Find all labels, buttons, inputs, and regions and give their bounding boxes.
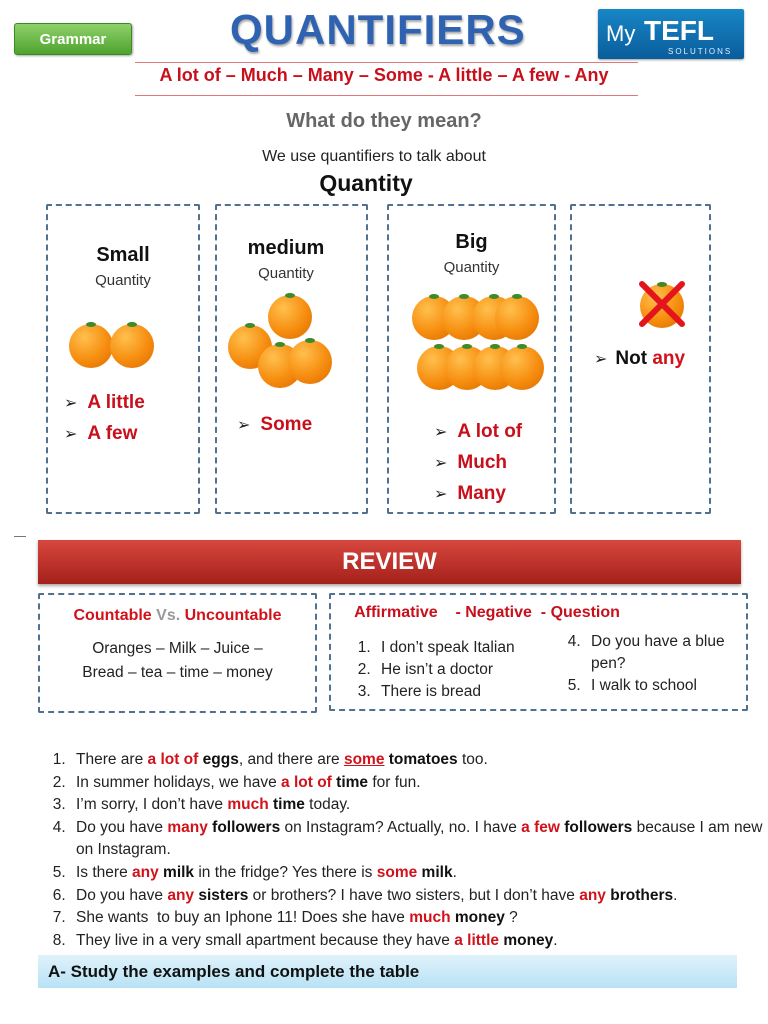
no-quantity-box [570,204,711,514]
small-quantity-box [46,204,200,514]
sentence-text: ? [504,909,518,927]
noun-word: followers [212,818,281,836]
nouns-line-2: Bread – tea – time – money [82,664,273,681]
quantifier-word: a lot of [281,773,332,791]
quantifier-word: any [167,886,195,904]
example-sentence [70,817,768,862]
quantifier-item: ➢ Many [434,483,506,504]
quantifier-item: ➢ Some [237,414,313,435]
logo-my: My [606,21,636,46]
sentences-left [349,637,549,703]
review-sentence: 4. Do you have a blue pen? [585,631,744,675]
noun-word: money [454,909,505,927]
quantifier-word: a few [521,818,560,836]
noun-word: tomatoes [388,751,458,768]
sentence-text: . [452,863,457,881]
page-title: QUANTIFIERS [230,6,526,53]
quantifier-word: any [579,886,606,904]
arrow-bullet-icon: ➢ [237,417,251,434]
decorative-dash [14,536,26,537]
sentence-text: They live in a very small apartment because they have [76,931,455,949]
orange-icon [495,296,539,340]
sentence-text: in the fridge? Yes there is [194,863,377,881]
sentence-text: . [673,886,678,904]
example-sentence [70,885,768,908]
quantifier-word: some [343,751,385,768]
intro-line: We use quantifiers to talk about [262,148,486,165]
nouns-line-1: Oranges – Milk – Juice – [92,640,263,657]
sentences-right [559,631,744,697]
noun-word: time [336,773,369,791]
quantifier-word: some [376,863,418,881]
quantifier-word: many [167,818,208,836]
arrow-bullet-icon: ➢ [64,426,78,443]
sentence-text: for fun. [368,773,421,791]
arrow-bullet-icon: ➢ [434,486,448,503]
noun-word: milk [163,863,195,881]
box-subheading: Quantity [443,259,500,276]
quantifier-list: A lot of – Much – Many – Some - A little – A few - Any [159,65,609,85]
review-sentence: 3. There is bread [375,681,549,703]
quantity-heading: Quantity [319,170,413,196]
noun-word: brothers [610,886,674,904]
medium-quantity-box [215,204,368,514]
quantifier-word: a little [454,931,500,949]
example-sentence [70,749,768,772]
sentence-text: , and there are [238,751,344,768]
not-any-item: ➢ Not any [594,348,686,369]
sentence-text: on Instagram? Actually, no. I have [280,818,522,836]
noun-word: time [272,796,305,814]
review-banner: REVIEW [38,540,741,584]
example-sentence [70,907,768,930]
grammar-badge: Grammar [14,23,132,55]
quantifier-item: ➢ Much [434,452,508,473]
mytefl-logo [598,9,744,59]
arrow-bullet-icon: ➢ [434,455,448,472]
example-sentences [40,749,768,952]
orange-icon [69,324,113,368]
box-subheading: Quantity [258,265,314,282]
countable-box [38,593,317,713]
big-quantity-box [387,204,556,514]
divider-bottom [135,95,638,96]
sentence-forms-box [329,593,748,711]
quantifier-item: ➢ A little [64,392,145,413]
box-heading: medium [247,237,325,259]
forms-heading: Affirmative - Negative - Question [354,604,620,621]
sentence-text: In summer holidays, we have [76,773,282,791]
logo-tefl: TEFL [644,15,714,46]
example-sentence [70,794,768,817]
orange-icon [110,324,154,368]
countable-heading: Countable Vs. Uncountable [73,607,282,624]
noun-word: milk [421,863,453,881]
divider-top [135,62,638,63]
sentence-text: Is there [76,863,132,881]
quantifier-word: a lot of [147,751,199,768]
example-sentence [70,772,768,795]
red-cross-icon [636,278,688,330]
noun-word: followers [564,818,633,836]
box-heading: Small [96,244,150,266]
example-sentence [70,862,768,885]
sentence-text: She wants to buy an Iphone 11! Does she have [76,909,410,927]
quantifier-item: ➢ A few [64,423,138,444]
section-question: What do they mean? [286,110,482,132]
orange-icon [288,340,332,384]
review-sentence: 5. I walk to school [585,675,744,697]
sentence-text: . [553,931,558,949]
sentence-text: Do you have [76,818,168,836]
sentence-text: too. [457,751,488,768]
sentence-text: I’m sorry, I don’t have [76,796,228,814]
quantifier-word: much [409,909,451,927]
noun-word: eggs [202,751,239,768]
sentence-text: Do you have [76,886,168,904]
sentence-text: There are [76,751,148,768]
arrow-bullet-icon: ➢ [594,351,608,368]
box-heading: Big [455,231,488,253]
orange-icon [268,295,312,339]
arrow-bullet-icon: ➢ [434,424,448,441]
quantifier-word: any [132,863,159,881]
sentence-text: because I am new on Instagram. [76,818,767,859]
sentence-text: or brothers? I have two sisters, but I don’t have [248,886,580,904]
arrow-bullet-icon: ➢ [64,395,78,412]
noun-word: sisters [198,886,249,904]
orange-icon [500,346,544,390]
example-sentence [70,930,768,953]
logo-solutions: SOLUTIONS [668,47,733,56]
task-instruction: A- Study the examples and complete the table [38,955,737,988]
sentence-text: today. [304,796,351,814]
box-subheading: Quantity [95,272,151,289]
noun-word: money [503,931,554,949]
review-sentence: 2. He isn’t a doctor [375,659,549,681]
quantifier-word: much [227,796,269,814]
quantifier-item: ➢ A lot of [434,421,523,442]
review-sentence: 1. I don’t speak Italian [375,637,549,659]
